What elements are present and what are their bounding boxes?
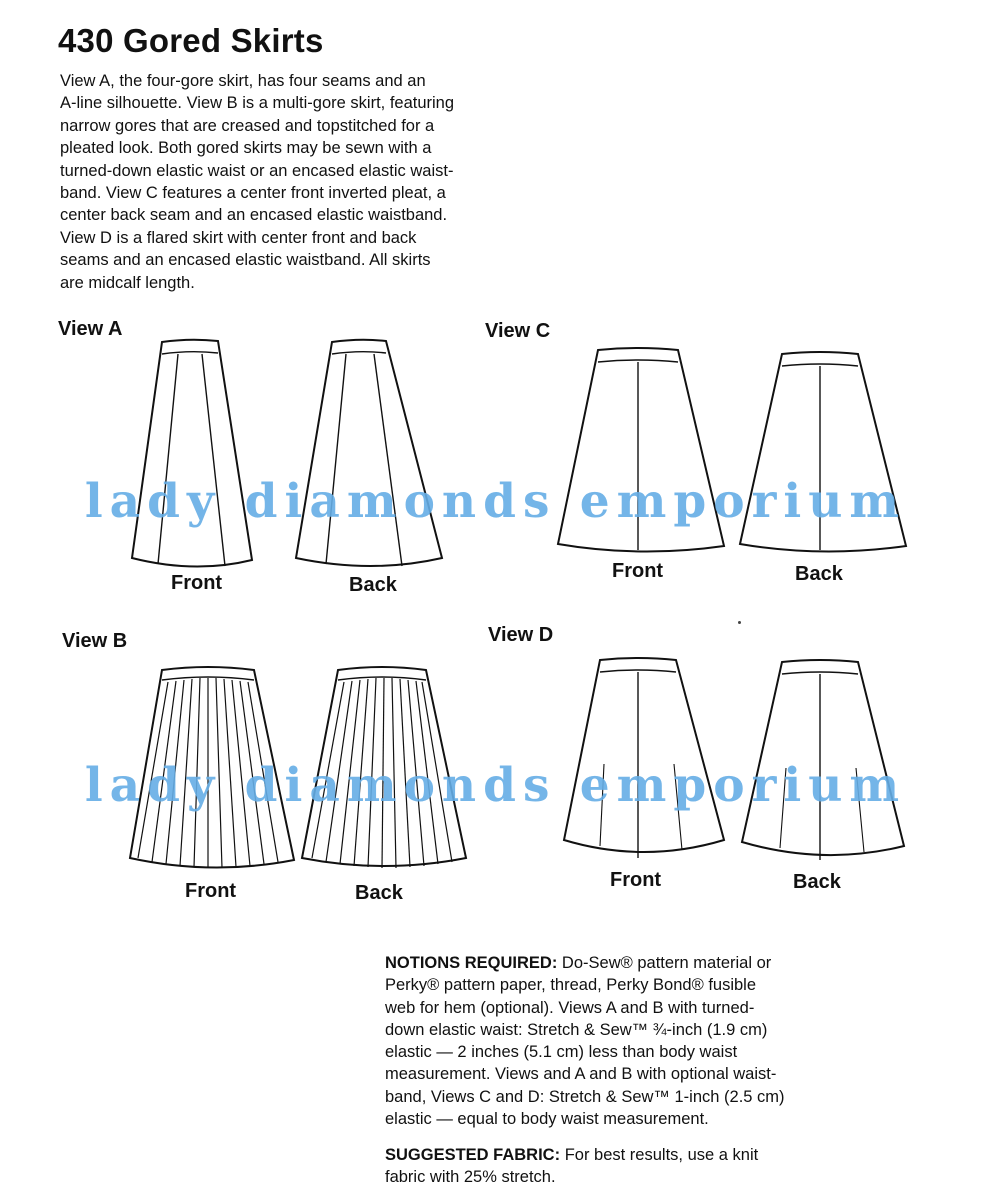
view-b-label: View B	[62, 630, 128, 652]
view-a-front-illustration	[120, 336, 280, 576]
description-line: View A, the four-gore skirt, has four seams and an	[60, 72, 426, 90]
notions-line: down elastic waist: Stretch & Sew™ ¾-inch (1.9 cm)	[385, 1020, 768, 1039]
view-d-label: View D	[488, 624, 554, 646]
print-speck	[738, 621, 741, 624]
watermark-text: lady diamonds emporium	[84, 474, 907, 529]
description-line: A-line silhouette. View B is a multi-gore skirt, featuring	[60, 94, 455, 113]
description-line: View D is a flared skirt with center front and back	[60, 228, 417, 247]
description	[60, 70, 550, 294]
fabric-text: For best results, use a knit	[560, 1146, 759, 1164]
notions-heading: NOTIONS REQUIRED:	[385, 954, 558, 972]
notions-line: band, Views C and D: Stretch & Sew™ 1-inch (2.5 cm)	[385, 1087, 785, 1106]
view-a-front-label: Front	[171, 572, 223, 594]
view-b-back-label: Back	[355, 882, 403, 904]
description-line: turned-down elastic waist or an encased elastic waist-	[60, 161, 454, 180]
notions-line: elastic — 2 inches (5.1 cm) less than body waist	[385, 1043, 738, 1062]
view-c-back-label: Back	[795, 563, 843, 585]
view-a-back-illustration	[290, 336, 450, 576]
description-line: center back seam and an encased elastic waistband.	[60, 206, 448, 225]
view-c-label: View C	[485, 320, 551, 342]
view-c-front-label: Front	[612, 560, 664, 582]
description-line: seams and an encased elastic waistband. All skirts	[60, 251, 431, 270]
fabric-line-2: fabric with 25% stretch.	[385, 1168, 556, 1187]
watermark-text: lady diamonds emporium	[84, 758, 907, 813]
fabric-heading: SUGGESTED FABRIC:	[385, 1146, 561, 1164]
view-b-front-label: Front	[185, 880, 237, 902]
view-a-label: View A	[58, 318, 123, 340]
notions-line: measurement. Views and A and B with optional waist-	[385, 1065, 777, 1084]
page-title: 430 Gored Skirts	[58, 22, 324, 59]
notions-required	[385, 952, 875, 1130]
notions-line: elastic — equal to body waist measurement.	[385, 1110, 709, 1129]
description-line: narrow gores that are creased and topstitched for a	[60, 116, 435, 135]
view-c-back-illustration	[738, 348, 908, 568]
notions-line: Perky® pattern paper, thread, Perky Bond® fusible	[385, 976, 757, 995]
view-d-back-label: Back	[793, 871, 841, 893]
view-a-back-label: Back	[349, 574, 397, 596]
notions-line: web for hem (optional). Views A and B with turned-	[385, 998, 755, 1017]
suggested-fabric	[385, 1144, 875, 1189]
description-line: are midcalf length.	[60, 273, 195, 292]
fabric-line-1	[385, 1144, 875, 1166]
description-line: band. View C features a center front inverted pleat, a	[60, 183, 446, 202]
notions-line-1	[385, 952, 875, 974]
description-line: pleated look. Both gored skirts may be sewn with a	[60, 139, 432, 158]
view-d-front-label: Front	[610, 869, 662, 891]
view-c-front-illustration	[556, 344, 726, 564]
notions-text: Do-Sew® pattern material or	[557, 954, 772, 972]
